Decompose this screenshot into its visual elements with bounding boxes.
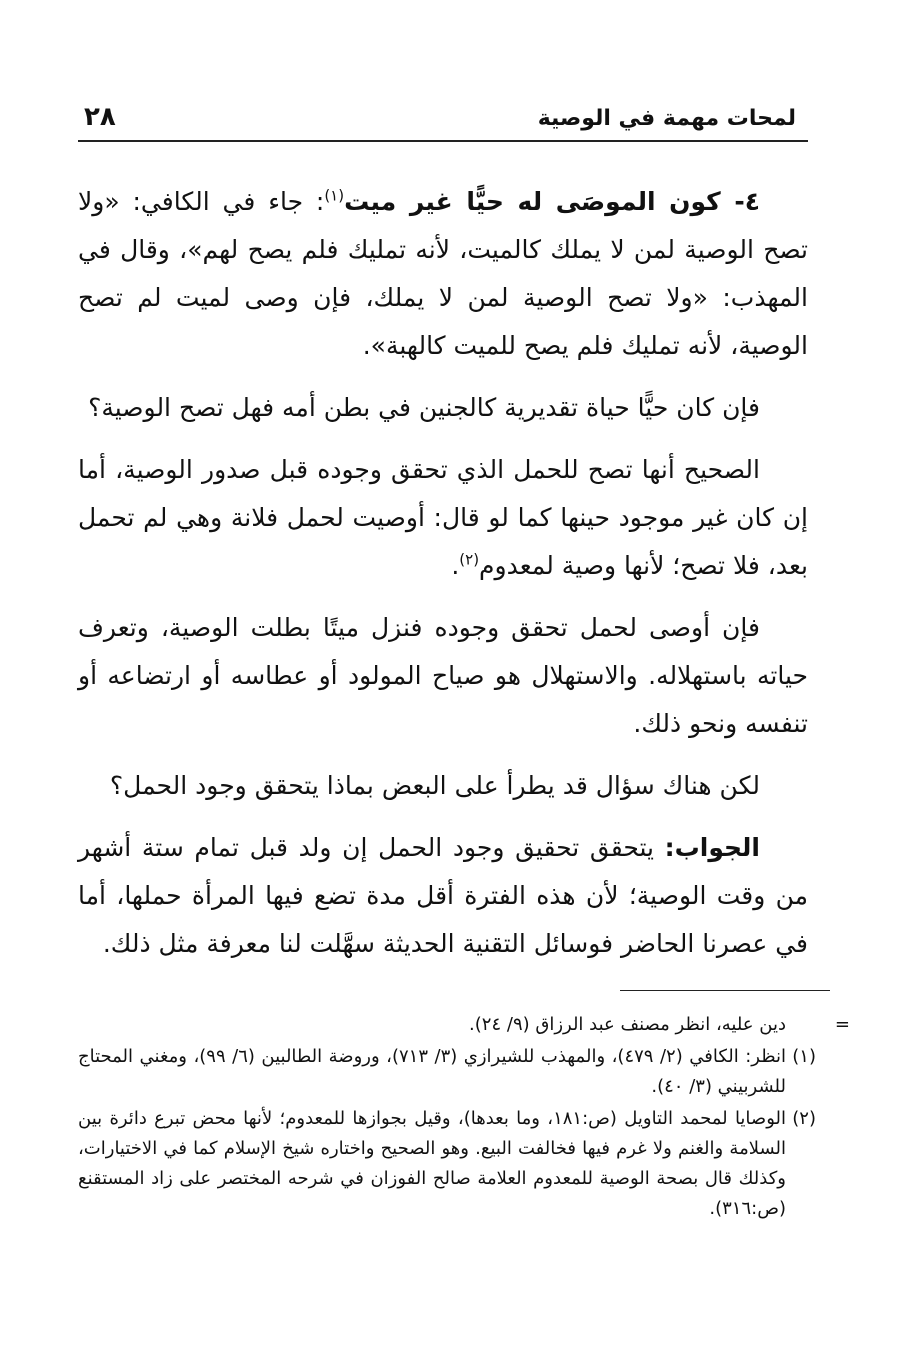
footnote-1-text: انظر: الكافي (٢/ ٤٧٩)، والمهذب للشيرازي (٣/ ٧١٣)، وروضة الطالبين (٦/ ٩٩)، ومغني المحتاج للشربيني (٣/ ٤٠). [78,1046,786,1097]
footnote-ref-2[interactable]: (٢) [459,550,480,569]
footnote-2-text: الوصايا لمحمد التاويل (ص:١٨١، وما بعدها)، وقيل بجوازها للمعدوم؛ لأنها محض تبرع دائرة بين السلامة والغنم ولا غرم فيها فخالفت البيع. وهو الصحيح واختاره شيخ الإسلام كما في الاختيارات، وكذلك قال بصحة الوصية للمعدوم العلامة صالح الفوزان في شرحه المختصر على زاد المستقنع (ص:٣١٦). [78,1108,786,1219]
paragraph-5: لكن هناك سؤال قد يطرأ على البعض بماذا يتحقق وجود الحمل؟ [109,771,760,800]
page-header [78,100,808,142]
paragraph-6 [78,824,808,968]
footnote-1-mark: (١) [792,1046,816,1067]
paragraph-4: فإن أوصى لحمل تحقق وجوده فنزل ميتًا بطلت الوصية، وتعرف حياته باستهلاله. والاستهلال هو صياح المولود أو عطاسه أو ارتضاعه أو تنفسه ونحو ذلك. [78,613,808,738]
running-title: لمحات مهمة في الوصية [537,106,796,131]
footnotes [78,1010,850,1226]
footnote-2-mark: (٢) [792,1108,816,1129]
paragraph-3-end: . [451,551,460,580]
paragraph-3 [78,446,808,590]
footnote-continued-text: دين عليه، انظر مصنف عبد الرزاق (٩/ ٢٤). [469,1014,786,1035]
footnote-ref-1[interactable]: (١) [324,186,345,205]
paragraph-1 [78,178,808,370]
main-text [78,178,808,982]
paragraph-2: فإن كان حيًّا حياة تقديرية كالجنين في بطن أمه فهل تصح الوصية؟ [88,393,760,422]
continuation-mark: = [834,1014,850,1035]
footnote-divider [620,990,830,991]
paragraph-6-text: يتحقق تحقيق وجود الحمل إن ولد قبل تمام ستة أشهر من وقت الوصية؛ لأن هذه الفترة أقل مدة تضع فيها المرأة حملها، أما في عصرنا الحاضر فوسائل التقنية الحديثة سهَّلت لنا معرفة مثل ذلك. [78,833,808,958]
footnote-1 [78,1042,816,1102]
section-heading: ٤- كون الموصَى له حيًّا غير ميت [344,187,760,216]
page-number: ٢٨ [84,102,116,132]
footnote-2 [78,1104,816,1224]
paragraph-3-text: الصحيح أنها تصح للحمل الذي تحقق وجوده قبل صدور الوصية، أما إن كان غير موجود حينها كما لو قال: أوصيت لحمل فلانة وهي لم تحمل بعد، فلا تصح؛ لأنها وصية لمعدوم [78,455,808,580]
footnote-continued [78,1010,850,1040]
answer-label: الجواب: [664,833,760,862]
paragraph-1-text: : جاء في الكافي: «ولا تصح الوصية لمن لا يملك كالميت، لأنه تمليك فلم يصح لهم»، وقال في المهذب: «ولا تصح الوصية لمن لا يملك، فإن وصى لميت لم تصح الوصية، لأنه تمليك فلم يصح للميت كالهبة». [78,187,808,360]
